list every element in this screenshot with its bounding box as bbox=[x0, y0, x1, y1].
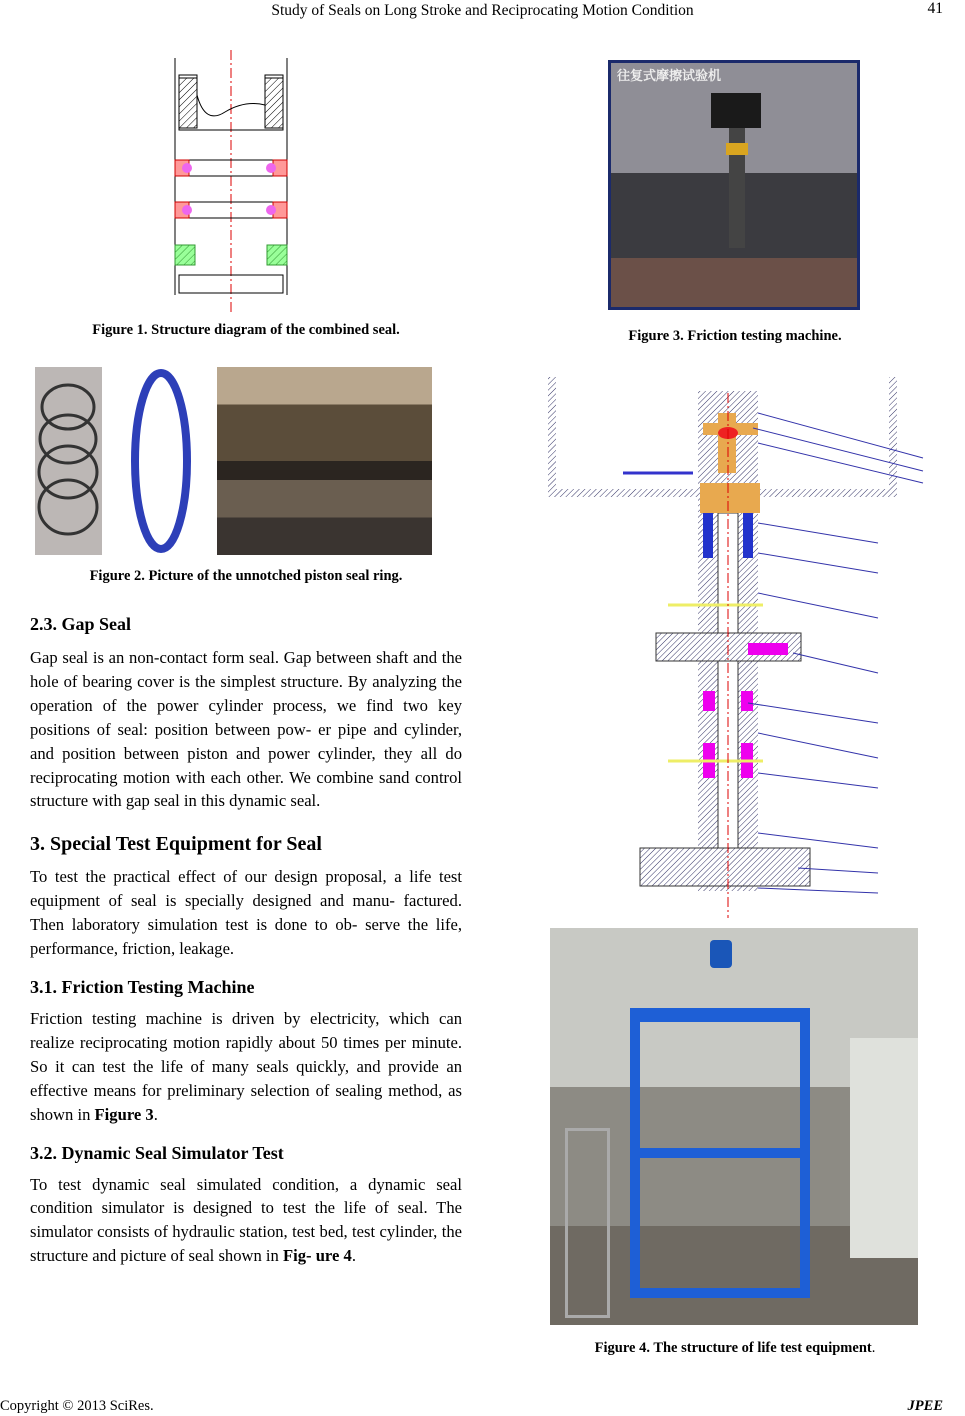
caption-text: Figure 4. The structure of life test equipment bbox=[594, 1340, 872, 1356]
period: . bbox=[351, 1246, 356, 1266]
figure-2-caption: Figure 2. Picture of the unnotched piston seal ring. bbox=[89, 568, 403, 584]
figure-4-reference[interactable]: Fig- ure 4 bbox=[282, 1246, 352, 1266]
figure-4-structure-diagram bbox=[548, 373, 938, 918]
figure-3-photo bbox=[608, 60, 860, 310]
section-3-heading: 3. Special Test Equipment for Seal bbox=[30, 833, 322, 856]
figure-3-reference[interactable]: Figure 3 bbox=[94, 1104, 154, 1124]
section-3-2-text bbox=[30, 1173, 462, 1269]
figure-2-blue-seal-ring bbox=[125, 367, 195, 555]
period: . bbox=[871, 1340, 876, 1356]
section-3-2-body: To test dynamic seal simulated condition, a dynamic seal condition simulator is designed to test the life of seal. The simulator consists of hydraulic station, test bed, test cylinder, the structure and picture of seal shown in bbox=[30, 1174, 462, 1266]
section-3-1-heading: 3.1. Friction Testing Machine bbox=[30, 976, 255, 997]
figure-1-caption: Figure 1. Structure diagram of the combined seal. bbox=[92, 322, 400, 338]
section-3-2-heading: 3.2. Dynamic Seal Simulator Test bbox=[30, 1142, 284, 1163]
figure-4-photo bbox=[550, 928, 918, 1325]
section-3-1-text bbox=[30, 1007, 462, 1127]
section-3-1-body: Friction testing machine is driven by electricity, which can realize reciprocating motion rapidly about 50 times per minute. So it can test the life of many seals quickly, and provide an effective means for preliminary selection of sealing method, as shown in bbox=[30, 1008, 462, 1124]
section-2-3-heading: 2.3. Gap Seal bbox=[30, 614, 132, 634]
figure-2-rings-photo bbox=[35, 367, 102, 555]
figure-1-seal-diagram bbox=[165, 50, 300, 315]
section-3-text: To test the practical effect of our design proposal, a life test equipment of seal is specially designed and manu- factured. Then laboratory simulation test is done to ob- serve the life, performance, friction, leakage. bbox=[30, 867, 462, 959]
running-header: Study of Seals on Long Stroke and Reciprocating Motion Condition bbox=[271, 2, 694, 19]
figure-4-caption bbox=[505, 1340, 965, 1357]
figure-3-caption: Figure 3. Friction testing machine. bbox=[628, 328, 842, 344]
journal-name: JPEE bbox=[907, 1398, 943, 1414]
figure-2-piston-photo bbox=[217, 367, 432, 555]
page-number: 41 bbox=[927, 0, 943, 17]
section-2-3-text: Gap seal is an non-contact form seal. Gap between shaft and the hole of bearing cover is the simplest structure. By analyzing the operation of the power cylinder process, we find two key positions of seal: position between pow- er pipe and cylinder, and position between piston and power cylinder, they all do reciprocating motion with each other. We combine sand control structure with gap seal in this dynamic seal. bbox=[30, 648, 462, 811]
photo-label: 往复式摩擦试验机 bbox=[617, 69, 722, 84]
period: . bbox=[153, 1104, 158, 1124]
copyright: Copyright © 2013 SciRes. bbox=[0, 1398, 154, 1414]
